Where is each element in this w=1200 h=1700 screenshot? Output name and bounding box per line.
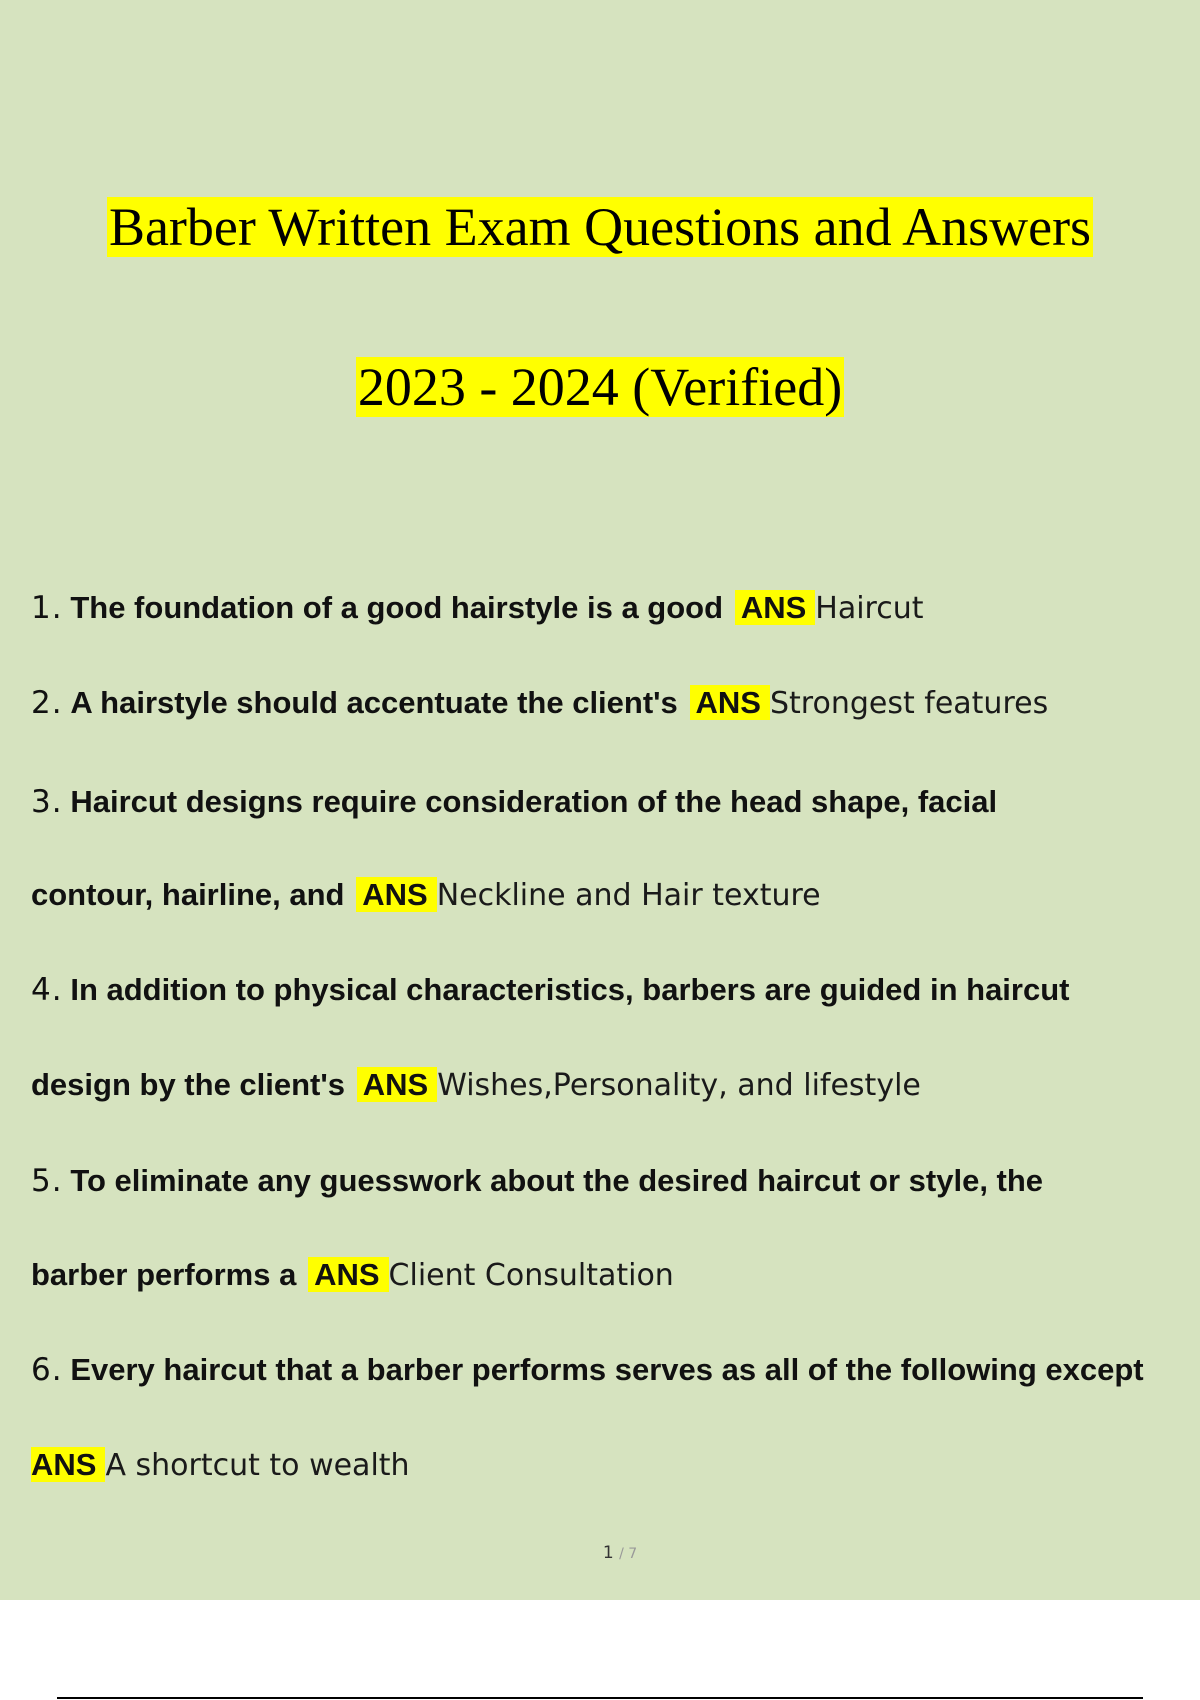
question-number: 5. bbox=[31, 1163, 63, 1199]
answer-text: Strongest features bbox=[769, 686, 1049, 721]
question-2 bbox=[31, 683, 1191, 724]
question-3 bbox=[31, 782, 1191, 822]
question-text: Every haircut that a barber performs serves as all of the following except bbox=[70, 1352, 1144, 1387]
title-line-2: 2023 - 2024 (Verified) bbox=[357, 357, 843, 417]
question-text: A hairstyle should accentuate the client's bbox=[70, 685, 678, 720]
answer-text: Haircut bbox=[815, 591, 924, 626]
answer-marker: ANS bbox=[690, 685, 770, 720]
question-text-continued: barber performs a bbox=[31, 1257, 297, 1292]
answer-marker: ANS bbox=[357, 1067, 437, 1102]
question-5 bbox=[31, 1161, 1191, 1201]
question-6-continued bbox=[31, 1445, 1191, 1486]
question-text: In addition to physical characteristics, barbers are guided in haircut bbox=[70, 972, 1070, 1007]
answer-text: Client Consultation bbox=[388, 1258, 674, 1293]
question-5-continued bbox=[31, 1255, 1191, 1296]
question-text: The foundation of a good hairstyle is a good bbox=[70, 590, 724, 625]
question-number: 6. bbox=[31, 1352, 63, 1388]
document-title bbox=[0, 195, 1200, 259]
question-text-continued: contour, hairline, and bbox=[31, 877, 345, 912]
page-total: / 7 bbox=[619, 1546, 638, 1562]
question-text: To eliminate any guesswork about the desired haircut or style, the bbox=[70, 1163, 1044, 1198]
answer-text: A shortcut to wealth bbox=[105, 1448, 410, 1483]
answer-marker: ANS bbox=[735, 590, 815, 625]
question-text: Haircut designs require consideration of the head shape, facial bbox=[70, 784, 998, 819]
question-1 bbox=[31, 588, 1191, 629]
answer-text: Neckline and Hair texture bbox=[436, 878, 821, 913]
answer-text: Wishes,Personality, and lifestyle bbox=[437, 1068, 921, 1103]
question-number: 2. bbox=[31, 685, 63, 721]
question-4 bbox=[31, 970, 1191, 1010]
page-divider bbox=[57, 1697, 1143, 1699]
question-number: 1. bbox=[31, 590, 63, 626]
answer-marker: ANS bbox=[356, 877, 436, 912]
answer-marker: ANS bbox=[31, 1447, 105, 1482]
question-text-continued: design by the client's bbox=[31, 1067, 345, 1102]
page-indicator bbox=[0, 1543, 1200, 1563]
document-subtitle bbox=[0, 355, 1200, 419]
question-number: 4. bbox=[31, 972, 63, 1008]
question-3-continued bbox=[31, 875, 1191, 916]
question-6 bbox=[31, 1350, 1191, 1390]
question-number: 3. bbox=[31, 784, 63, 820]
title-line-1: Barber Written Exam Questions and Answers bbox=[108, 197, 1092, 257]
page-current: 1 bbox=[602, 1543, 614, 1563]
question-4-continued bbox=[31, 1065, 1191, 1106]
answer-marker: ANS bbox=[308, 1257, 388, 1292]
